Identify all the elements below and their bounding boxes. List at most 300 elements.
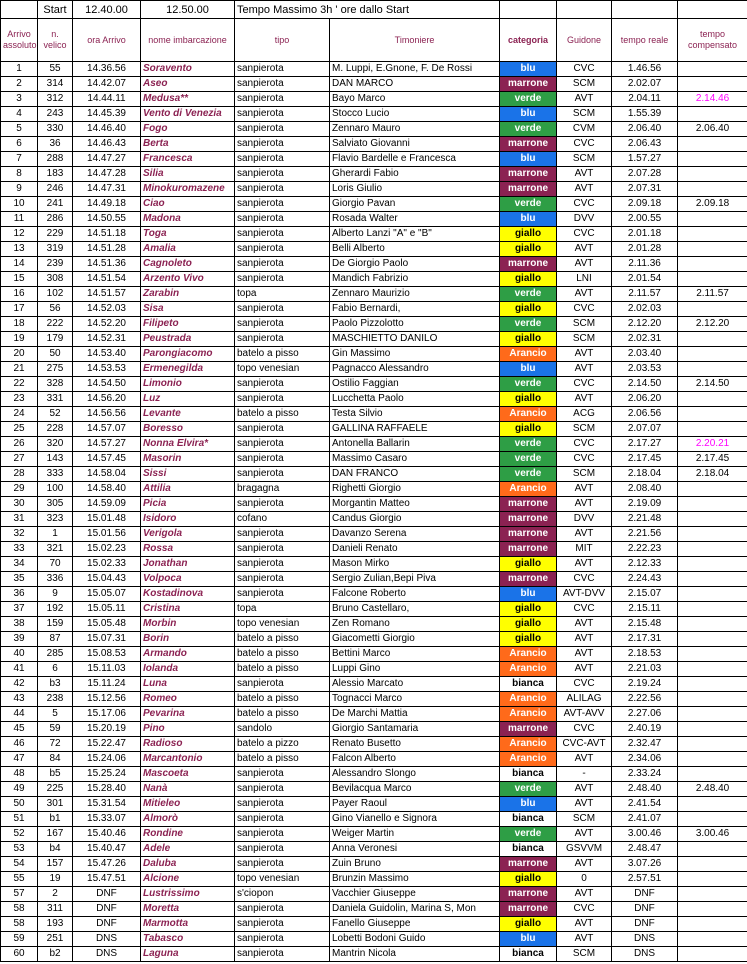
boat-name-cell: Rossa (141, 542, 235, 557)
table-row (1, 527, 747, 542)
tempo-compensato-cell: 2.18.04 (678, 467, 747, 482)
velico-cell: 102 (38, 287, 73, 302)
boat-name-cell: Nanà (141, 782, 235, 797)
tipo-cell: batelo a pisso (235, 347, 330, 362)
guidone-cell: AVT (557, 92, 612, 107)
table-row (1, 497, 747, 512)
guidone-cell: AVT (557, 167, 612, 182)
tempo-reale-cell: 2.01.28 (612, 242, 678, 257)
arrivo-cell: 47 (1, 752, 38, 767)
timoniere-cell: Belli Alberto (330, 242, 500, 257)
guidone-cell: AVT (557, 887, 612, 902)
ora-arrivo-cell: 14.58.40 (73, 482, 141, 497)
velico-cell: 100 (38, 482, 73, 497)
boat-name-cell: Tabasco (141, 932, 235, 947)
velico-cell: 1 (38, 527, 73, 542)
categoria-cell: Arancio (500, 347, 557, 362)
velico-cell: b4 (38, 842, 73, 857)
tempo-compensato-cell (678, 137, 747, 152)
tempo-reale-cell: 2.32.47 (612, 737, 678, 752)
tipo-cell: sanpierota (235, 302, 330, 317)
ora-arrivo-cell: 15.47.26 (73, 857, 141, 872)
guidone-cell: AVT (557, 647, 612, 662)
table-row (1, 842, 747, 857)
categoria-cell: giallo (500, 332, 557, 347)
tempo-reale-cell: 3.07.26 (612, 857, 678, 872)
boat-name-cell: Cristina (141, 602, 235, 617)
guidone-cell: AVT (557, 392, 612, 407)
ora-arrivo-cell: 14.52.31 (73, 332, 141, 347)
ora-arrivo-cell: 15.17.06 (73, 707, 141, 722)
boat-name-cell: Madona (141, 212, 235, 227)
boat-name-cell: Francesca (141, 152, 235, 167)
tipo-cell: sanpierota (235, 437, 330, 452)
guidone-cell: CVC (557, 62, 612, 77)
boat-name-cell: Fogo (141, 122, 235, 137)
tempo-compensato-cell (678, 107, 747, 122)
arrivo-cell: 33 (1, 542, 38, 557)
tipo-cell: sanpierota (235, 167, 330, 182)
tempo-reale-cell: DNS (612, 932, 678, 947)
timoniere-cell: Gin Massimo (330, 347, 500, 362)
tempo-compensato-cell (678, 302, 747, 317)
categoria-cell: bianca (500, 947, 557, 962)
velico-cell: 9 (38, 587, 73, 602)
table-row (1, 167, 747, 182)
arrivo-cell: 37 (1, 602, 38, 617)
timoniere-cell: Zennaro Mauro (330, 122, 500, 137)
arrivo-cell: 17 (1, 302, 38, 317)
categoria-cell: blu (500, 152, 557, 167)
tempo-compensato-cell: 3.00.46 (678, 827, 747, 842)
tempo-compensato-cell (678, 482, 747, 497)
tempo-reale-cell: 2.02.03 (612, 302, 678, 317)
velico-cell: 167 (38, 827, 73, 842)
categoria-cell: Arancio (500, 752, 557, 767)
boat-name-cell: Attilia (141, 482, 235, 497)
table-row (1, 857, 747, 872)
categoria-cell: bianca (500, 812, 557, 827)
timoniere-cell: Bevilacqua Marco (330, 782, 500, 797)
ora-arrivo-cell: 14.51.54 (73, 272, 141, 287)
boat-name-cell: Peustrada (141, 332, 235, 347)
ora-arrivo-cell: 15.24.06 (73, 752, 141, 767)
tipo-cell: sanpierota (235, 947, 330, 962)
tempo-reale-cell: 2.12.20 (612, 317, 678, 332)
timoniere-cell: Mason Mirko (330, 557, 500, 572)
velico-cell: 72 (38, 737, 73, 752)
velico-cell: 222 (38, 317, 73, 332)
velico-cell: 183 (38, 167, 73, 182)
tempo-reale-cell: 3.00.46 (612, 827, 678, 842)
categoria-cell: verde (500, 92, 557, 107)
tempo-reale-cell: 2.17.45 (612, 452, 678, 467)
boat-name-cell: Jonathan (141, 557, 235, 572)
tipo-cell: sanpierota (235, 317, 330, 332)
tempo-reale-cell: 2.48.40 (612, 782, 678, 797)
arrivo-cell: 24 (1, 407, 38, 422)
tempo-reale-cell: 1.55.39 (612, 107, 678, 122)
tipo-cell: sanpierota (235, 212, 330, 227)
ora-arrivo-cell: 14.46.43 (73, 137, 141, 152)
ora-arrivo-cell: 15.01.48 (73, 512, 141, 527)
guidone-cell: CVC (557, 227, 612, 242)
ora-arrivo-cell: 14.49.18 (73, 197, 141, 212)
tempo-reale-cell: 2.17.27 (612, 437, 678, 452)
boat-name-cell: Pino (141, 722, 235, 737)
tipo-cell: sanpierota (235, 257, 330, 272)
guidone-cell: AVT (557, 917, 612, 932)
timoniere-cell: Daniela Guidolin, Marina S, Mon (330, 902, 500, 917)
guidone-cell: AVT (557, 797, 612, 812)
arrivo-cell: 23 (1, 392, 38, 407)
tempo-reale-cell: 2.11.36 (612, 257, 678, 272)
arrivo-cell: 51 (1, 812, 38, 827)
velico-cell: 229 (38, 227, 73, 242)
ora-arrivo-cell: 14.57.45 (73, 452, 141, 467)
guidone-cell: AVT (557, 632, 612, 647)
tempo-compensato-cell (678, 707, 747, 722)
table-row (1, 257, 747, 272)
ora-arrivo-cell: 14.56.56 (73, 407, 141, 422)
categoria-cell: marrone (500, 527, 557, 542)
timoniere-cell: Morgantin Matteo (330, 497, 500, 512)
timoniere-cell: Davanzo Serena (330, 527, 500, 542)
guidone-cell: AVT (557, 827, 612, 842)
arrivo-cell: 60 (1, 947, 38, 962)
tipo-cell: sanpierota (235, 827, 330, 842)
timoniere-cell: Bayo Marco (330, 92, 500, 107)
blank-cell (612, 1, 678, 19)
guidone-cell: AVT (557, 362, 612, 377)
arrivo-cell: 43 (1, 692, 38, 707)
boat-name-cell: Vento di Venezia (141, 107, 235, 122)
timoniere-cell: Salviato Giovanni (330, 137, 500, 152)
arrivo-cell: 5 (1, 122, 38, 137)
tipo-cell: sanpierota (235, 107, 330, 122)
tipo-cell: topo venesian (235, 872, 330, 887)
table-row (1, 932, 747, 947)
timoniere-cell: Vacchier Giuseppe (330, 887, 500, 902)
tipo-cell: sanpierota (235, 572, 330, 587)
tempo-compensato-cell (678, 842, 747, 857)
boat-name-cell: Picia (141, 497, 235, 512)
ora-arrivo-cell: 14.51.57 (73, 287, 141, 302)
tempo-compensato-cell (678, 62, 747, 77)
categoria-cell: verde (500, 197, 557, 212)
tempo-reale-cell: 2.04.11 (612, 92, 678, 107)
arrivo-cell: 49 (1, 782, 38, 797)
tempo-reale-cell: 2.21.48 (612, 512, 678, 527)
ora-arrivo-cell: 14.44.11 (73, 92, 141, 107)
ora-arrivo-cell: 15.11.24 (73, 677, 141, 692)
velico-cell: 275 (38, 362, 73, 377)
guidone-cell: AVT (557, 257, 612, 272)
guidone-cell: AVT (557, 857, 612, 872)
tempo-compensato-cell: 2.11.57 (678, 287, 747, 302)
tipo-cell: batelo a pisso (235, 647, 330, 662)
guidone-cell: SCM (557, 332, 612, 347)
guidone-cell: CVM (557, 122, 612, 137)
boat-name-cell: Pevarina (141, 707, 235, 722)
arrivo-cell: 4 (1, 107, 38, 122)
tipo-cell: sanpierota (235, 677, 330, 692)
tipo-cell: sanpierota (235, 797, 330, 812)
tempo-compensato-cell (678, 767, 747, 782)
tipo-cell: batelo a pisso (235, 632, 330, 647)
guidone-cell: CVC (557, 722, 612, 737)
velico-cell: 311 (38, 902, 73, 917)
tempo-reale-cell: 2.41.54 (612, 797, 678, 812)
header-timoniere: Timoniere (330, 19, 500, 62)
table-row (1, 782, 747, 797)
guidone-cell: AVT (557, 752, 612, 767)
ora-arrivo-cell: 14.51.18 (73, 227, 141, 242)
guidone-cell: MIT (557, 542, 612, 557)
categoria-cell: marrone (500, 887, 557, 902)
velico-cell: 19 (38, 872, 73, 887)
table-row (1, 767, 747, 782)
ora-arrivo-cell: 14.51.28 (73, 242, 141, 257)
guidone-cell: AVT (557, 662, 612, 677)
velico-cell: 87 (38, 632, 73, 647)
table-row (1, 467, 747, 482)
categoria-cell: giallo (500, 917, 557, 932)
ora-arrivo-cell: DNS (73, 932, 141, 947)
velico-cell: 251 (38, 932, 73, 947)
table-row (1, 947, 747, 962)
ora-arrivo-cell: 15.40.47 (73, 842, 141, 857)
guidone-cell: SCM (557, 812, 612, 827)
timoniere-cell: Tognacci Marco (330, 692, 500, 707)
blank-cell (1, 1, 38, 19)
velico-cell: 330 (38, 122, 73, 137)
timoniere-cell: Ostilio Faggian (330, 377, 500, 392)
tipo-cell: sanpierota (235, 857, 330, 872)
ora-arrivo-cell: 14.46.40 (73, 122, 141, 137)
table-row (1, 242, 747, 257)
timoniere-cell: M. Luppi, E.Gnone, F. De Rossi (330, 62, 500, 77)
guidone-cell: AVT (557, 527, 612, 542)
tipo-cell: sanpierota (235, 92, 330, 107)
ora-arrivo-cell: 15.12.56 (73, 692, 141, 707)
boat-name-cell: Lustrissimo (141, 887, 235, 902)
arrivo-cell: 21 (1, 362, 38, 377)
tipo-cell: sanpierota (235, 227, 330, 242)
categoria-cell: giallo (500, 617, 557, 632)
blank-cell (557, 1, 612, 19)
timoniere-cell: Fabio Bernardi, (330, 302, 500, 317)
categoria-cell: marrone (500, 722, 557, 737)
ora-arrivo-cell: 14.57.07 (73, 422, 141, 437)
categoria-cell: verde (500, 437, 557, 452)
velico-cell: 288 (38, 152, 73, 167)
tipo-cell: batelo a pisso (235, 662, 330, 677)
velico-cell: 239 (38, 257, 73, 272)
boat-name-cell: Marmotta (141, 917, 235, 932)
tipo-cell: sanpierota (235, 62, 330, 77)
tempo-reale-cell: 2.24.43 (612, 572, 678, 587)
boat-name-cell: Volpoca (141, 572, 235, 587)
header-ora-arrivo: ora Arrivo (73, 19, 141, 62)
velico-cell: 314 (38, 77, 73, 92)
table-row (1, 377, 747, 392)
tempo-compensato-cell: 2.17.45 (678, 452, 747, 467)
arrivo-cell: 27 (1, 452, 38, 467)
velico-cell: 159 (38, 617, 73, 632)
tipo-cell: topo venesian (235, 362, 330, 377)
categoria-cell: Arancio (500, 662, 557, 677)
guidone-cell: SCM (557, 152, 612, 167)
categoria-cell: verde (500, 287, 557, 302)
arrivo-cell: 36 (1, 587, 38, 602)
tipo-cell: sanpierota (235, 542, 330, 557)
tempo-reale-cell: 2.14.50 (612, 377, 678, 392)
boat-name-cell: Rondine (141, 827, 235, 842)
categoria-cell: Arancio (500, 707, 557, 722)
categoria-cell: verde (500, 827, 557, 842)
velico-cell: 238 (38, 692, 73, 707)
tipo-cell: sanpierota (235, 587, 330, 602)
header-guidone: Guidone (557, 19, 612, 62)
ora-arrivo-cell: 15.22.47 (73, 737, 141, 752)
timoniere-cell: Fanello Giuseppe (330, 917, 500, 932)
tipo-cell: topa (235, 602, 330, 617)
guidone-cell: LNI (557, 272, 612, 287)
table-row (1, 302, 747, 317)
ora-arrivo-cell: 14.51.36 (73, 257, 141, 272)
tipo-cell: sanpierota (235, 332, 330, 347)
timoniere-cell: Stocco Lucio (330, 107, 500, 122)
tempo-compensato-cell: 2.09.18 (678, 197, 747, 212)
arrivo-cell: 15 (1, 272, 38, 287)
boat-name-cell: Parongiacomo (141, 347, 235, 362)
tipo-cell: sanpierota (235, 197, 330, 212)
categoria-cell: blu (500, 797, 557, 812)
guidone-cell: CVC (557, 137, 612, 152)
boat-name-cell: Mitieleo (141, 797, 235, 812)
tempo-compensato-cell: 2.12.20 (678, 317, 747, 332)
ora-arrivo-cell: 14.53.40 (73, 347, 141, 362)
table-row (1, 602, 747, 617)
ora-arrivo-cell: DNF (73, 917, 141, 932)
timoniere-cell: Mandich Fabrizio (330, 272, 500, 287)
guidone-cell: ACG (557, 407, 612, 422)
tipo-cell: sanpierota (235, 242, 330, 257)
tempo-reale-cell: 2.27.06 (612, 707, 678, 722)
tipo-cell: sanpierota (235, 932, 330, 947)
boat-name-cell: Aseo (141, 77, 235, 92)
tempo-compensato-cell (678, 947, 747, 962)
categoria-cell: blu (500, 62, 557, 77)
timoniere-cell: Alessandro Slongo (330, 767, 500, 782)
boat-name-cell: Kostadinova (141, 587, 235, 602)
table-row (1, 512, 747, 527)
velico-cell: 320 (38, 437, 73, 452)
tempo-reale-cell: 2.17.31 (612, 632, 678, 647)
tipo-cell: sanpierota (235, 497, 330, 512)
timoniere-cell: GALLINA RAFFAELE (330, 422, 500, 437)
tempo-compensato-cell (678, 917, 747, 932)
categoria-cell: blu (500, 362, 557, 377)
boat-name-cell: Zarabin (141, 287, 235, 302)
categoria-cell: blu (500, 107, 557, 122)
ora-arrivo-cell: 14.47.28 (73, 167, 141, 182)
categoria-cell: verde (500, 317, 557, 332)
guidone-cell: DVV (557, 512, 612, 527)
velico-cell: b2 (38, 947, 73, 962)
guidone-cell: CVC (557, 902, 612, 917)
tipo-cell: sanpierota (235, 77, 330, 92)
arrivo-cell: 25 (1, 422, 38, 437)
tempo-compensato-cell (678, 227, 747, 242)
tempo-reale-cell: 2.21.03 (612, 662, 678, 677)
arrivo-cell: 12 (1, 227, 38, 242)
table-row (1, 62, 747, 77)
ora-arrivo-cell: 14.53.53 (73, 362, 141, 377)
table-row (1, 347, 747, 362)
velico-cell: 241 (38, 197, 73, 212)
table-row (1, 632, 747, 647)
timoniere-cell: Bruno Castellaro, (330, 602, 500, 617)
arrivo-cell: 6 (1, 137, 38, 152)
tipo-cell: batelo a pizzo (235, 737, 330, 752)
velico-cell: 312 (38, 92, 73, 107)
guidone-cell: AVT (557, 932, 612, 947)
ora-arrivo-cell: 14.50.55 (73, 212, 141, 227)
timoniere-cell: Danieli Renato (330, 542, 500, 557)
categoria-cell: giallo (500, 422, 557, 437)
ora-arrivo-cell: 15.47.51 (73, 872, 141, 887)
tempo-reale-cell: 2.02.31 (612, 332, 678, 347)
tempo-compensato-cell (678, 737, 747, 752)
table-row (1, 677, 747, 692)
categoria-cell: bianca (500, 677, 557, 692)
tipo-cell: sanpierota (235, 422, 330, 437)
header-nome: nome imbarcazione (141, 19, 235, 62)
categoria-cell: Arancio (500, 482, 557, 497)
tempo-compensato-cell (678, 347, 747, 362)
tempo-compensato-cell (678, 872, 747, 887)
velico-cell: 192 (38, 602, 73, 617)
timoniere-cell: Giorgio Pavan (330, 197, 500, 212)
max-time-note: Tempo Massimo 3h ' ore dallo Start (235, 1, 500, 19)
tempo-compensato-cell (678, 527, 747, 542)
table-row (1, 287, 747, 302)
tipo-cell: s'ciopon (235, 887, 330, 902)
tipo-cell: bragagna (235, 482, 330, 497)
boat-name-cell: Marcantonio (141, 752, 235, 767)
categoria-cell: bianca (500, 767, 557, 782)
ora-arrivo-cell: 14.56.20 (73, 392, 141, 407)
arrivo-cell: 59 (1, 932, 38, 947)
categoria-cell: marrone (500, 167, 557, 182)
timoniere-cell: Paolo Pizzolotto (330, 317, 500, 332)
guidone-cell: SCM (557, 107, 612, 122)
tempo-compensato-cell (678, 332, 747, 347)
boat-name-cell: Verigola (141, 527, 235, 542)
tempo-reale-cell: 2.06.56 (612, 407, 678, 422)
boat-name-cell: Radioso (141, 737, 235, 752)
tempo-reale-cell: 2.12.33 (612, 557, 678, 572)
tempo-compensato-cell (678, 422, 747, 437)
boat-name-cell: Soravento (141, 62, 235, 77)
arrivo-cell: 1 (1, 62, 38, 77)
tempo-compensato-cell (678, 512, 747, 527)
ora-arrivo-cell: 15.05.48 (73, 617, 141, 632)
timoniere-cell: Bettini Marco (330, 647, 500, 662)
arrivo-cell: 55 (1, 872, 38, 887)
